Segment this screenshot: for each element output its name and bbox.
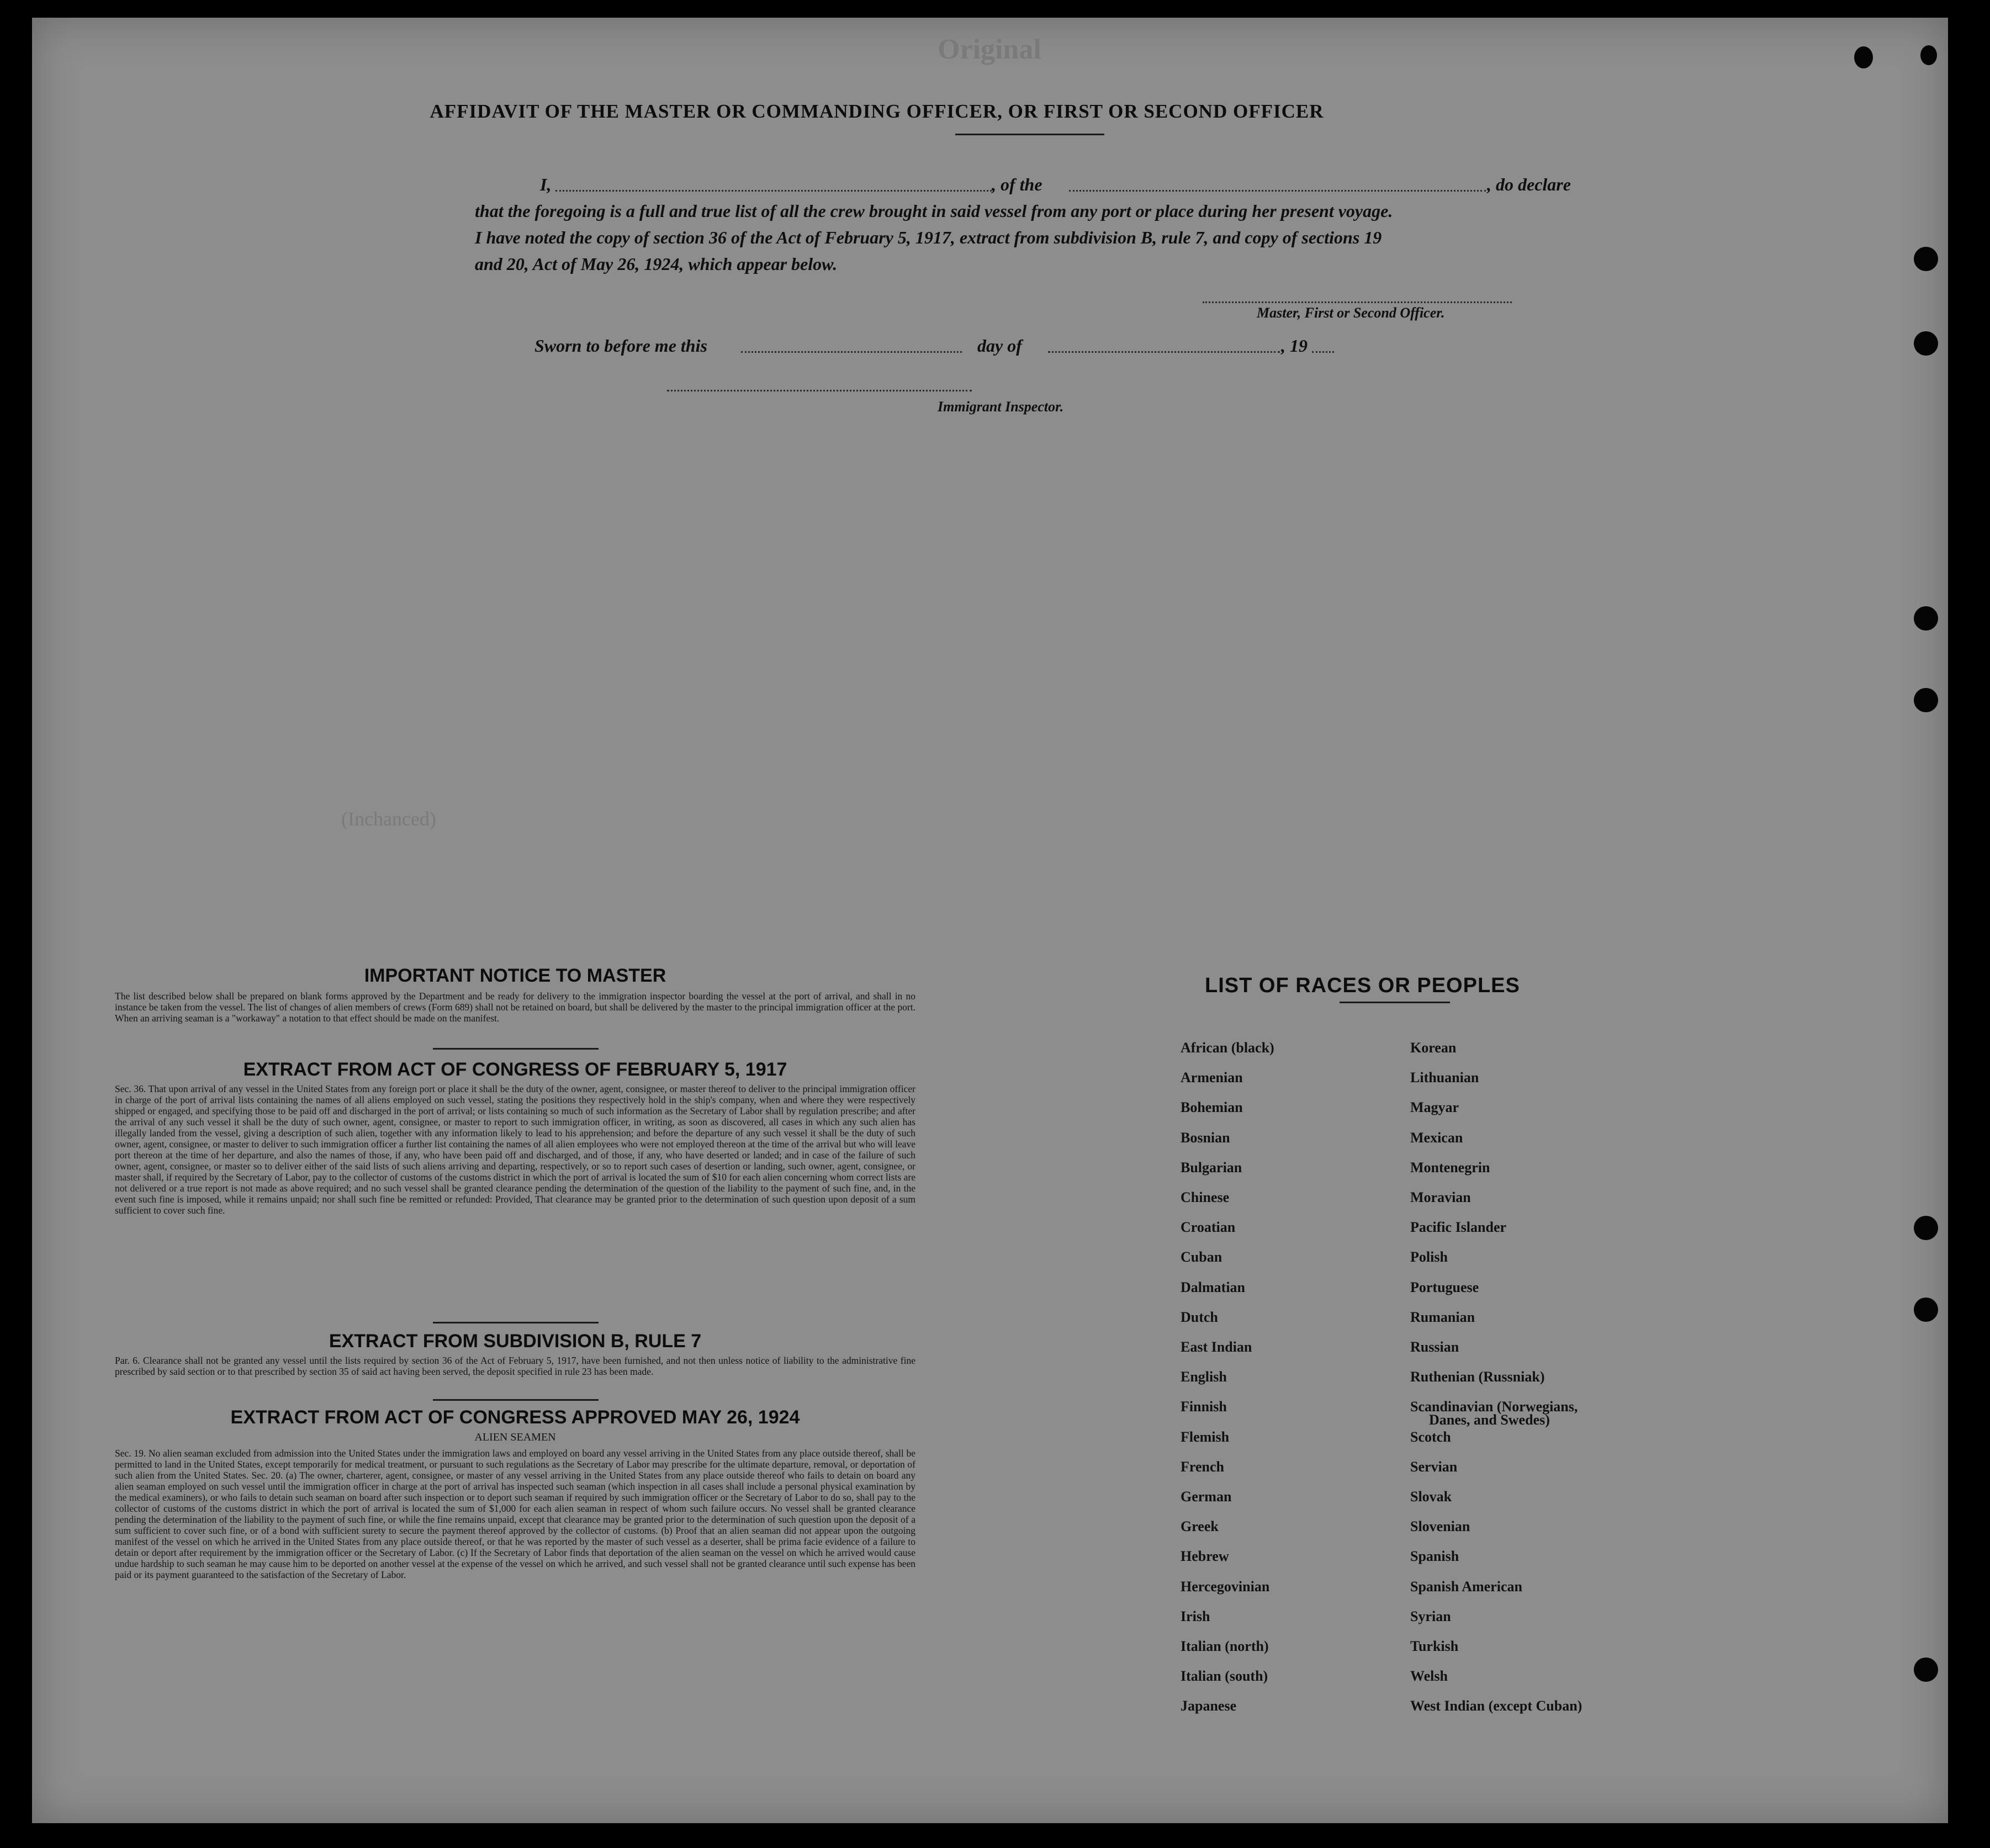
race-item-left: Cuban: [1181, 1249, 1222, 1265]
punch-hole-2: [1914, 331, 1938, 356]
race-item-left: Italian (south): [1181, 1668, 1268, 1685]
race-item-left: Japanese: [1181, 1698, 1237, 1714]
extract-1924-body: Sec. 19. No alien seaman excluded from admission into the United States under the immigration laws and employed on board any vessel arriving in the United States from any place outside thereof, shall be permitted to land in the United States, except temporarily for medical treatment, or pursuant to such regulations as the Secretary of Labor may prescribe for the ultimate departure, removal, or deportation of such alien from the United States. Sec. 20. (a) The owner, charterer, agent, consignee, or master of any vessel arriving in the United States from any place outside thereof who fails to detain on board any alien seaman employed on such vessel until the immigration officer in charge at the port of arrival has inspected such seaman (which inspection in all cases shall include a personal physical examination by the medical examiners), or who fails to detain such seaman on board after such inspection or to deport such seaman if required by such immigration officer or the Secretary of Labor to do so, shall pay to the collector of customs of the customs district in which the port of arrival is located the sum of $1,000 for each alien seaman in respect of whom such failure occurs. No vessel shall be granted clearance pending the determination of the liability to the payment of such fine, or while the fine remains unpaid, except that clearance may be granted prior to the determination of such question upon the deposit of a sum sufficient to cover such fine, or of a bond with sufficient surety to secure the payment thereof approved by the collector of customs. (b) Proof that an alien seaman did not appear upon the outgoing manifest of the vessel on which he arrived in the United States from any place outside thereof, or that he was reported by the master of such vessel as a deserter, shall be prima facie evidence of a failure to detain or deport after requirement by the immigration officer or the Secretary of Labor. (c) If the Secretary of Labor finds that deportation of the alien seaman on the vessel on which he arrived would cause undue hardship to such seaman he may cause him to be deported on another vessel at the expense of the vessel on which he arrived, and such vessel shall not be granted clearance until such expense has been paid or its payment guaranteed to the satisfaction of the Secretary of Labor.: [115, 1448, 915, 1580]
affidavit-title: AFFIDAVIT OF THE MASTER OR COMMANDING OFFICER, OR FIRST OR SECOND OFFICER: [430, 100, 1324, 122]
punch-hole-8: [1854, 46, 1873, 68]
race-item-left: Bosnian: [1181, 1129, 1230, 1146]
race-item-right: Moravian: [1410, 1189, 1471, 1205]
affidavit-of-the: , of the: [992, 174, 1042, 194]
punch-hole-6: [1914, 1298, 1938, 1322]
race-item-right: Spanish: [1410, 1548, 1459, 1565]
race-item-right: Turkish: [1410, 1638, 1459, 1654]
race-item-left: Bohemian: [1181, 1099, 1243, 1116]
race-item-left: Greek: [1181, 1518, 1219, 1535]
form-page: [32, 18, 1948, 1823]
bleed-through-mark: (Inchanced): [341, 808, 436, 830]
race-item-right: Servian: [1410, 1458, 1458, 1475]
affidavit-line-2: that the foregoing is a full and true list of all the crew brought in said vessel from any port or place during her present voyage.: [475, 201, 1393, 221]
races-heading-rule: [1340, 1002, 1450, 1003]
extract-rule7-rule: [433, 1399, 599, 1401]
race-item-left: Irish: [1181, 1608, 1210, 1624]
race-item-right: Slovenian: [1410, 1518, 1470, 1535]
notice-heading: IMPORTANT NOTICE TO MASTER: [364, 965, 666, 986]
race-item-left: Hebrew: [1181, 1548, 1229, 1565]
race-item-right: Mexican: [1410, 1129, 1463, 1146]
race-item-right: Ruthenian (Russniak): [1410, 1369, 1545, 1385]
notice-body: The list described below shall be prepared on blank forms approved by the Department and be ready for delivery to the immigration inspector boarding the vessel at the port of arrival, and shall in no instance be taken from the vessel. The list of changes of alien members of crews (Form 689) shall not be retained on board, but shall be delivered by the master to the principal immigration officer at the port. When an arriving seaman is a "workaway" a notation to that effect should be made on the manifest.: [115, 991, 915, 1024]
race-item-right: Scandinavian (Norwegians,: [1410, 1399, 1578, 1415]
sworn-year-field[interactable]: [1312, 351, 1334, 353]
race-item-right: Scotch: [1410, 1428, 1451, 1445]
race-item-left: French: [1181, 1458, 1224, 1475]
race-item-left: Chinese: [1181, 1189, 1230, 1205]
race-item-right: Portuguese: [1410, 1279, 1479, 1295]
notice-rule: [433, 1048, 599, 1050]
race-item-right: Russian: [1410, 1339, 1459, 1355]
race-item-right: Syrian: [1410, 1608, 1451, 1624]
punch-hole-5: [1914, 1216, 1938, 1240]
race-item-left: East Indian: [1181, 1339, 1252, 1355]
race-item-left: Finnish: [1181, 1399, 1227, 1415]
race-item-left: Flemish: [1181, 1428, 1230, 1445]
punch-hole-7: [1914, 1658, 1938, 1682]
inspector-label: Immigrant Inspector.: [938, 399, 1064, 415]
extract-1924-heading: EXTRACT FROM ACT OF CONGRESS APPROVED MAY 26, 1924: [230, 1407, 800, 1428]
race-item-left: Croatian: [1181, 1219, 1236, 1236]
race-item-left: Armenian: [1181, 1069, 1243, 1086]
master-signature-field[interactable]: [1203, 301, 1512, 303]
affidavit-line-3: I have noted the copy of section 36 of the Act of February 5, 1917, extract from subdivision B, rule 7, and copy of sections 19: [475, 227, 1382, 247]
race-item-left: Dalmatian: [1181, 1279, 1245, 1295]
sworn-day-of: day of: [977, 336, 1022, 356]
affidavit-line-1: [540, 171, 1644, 198]
race-item-right: Danes, and Swedes): [1429, 1412, 1550, 1428]
punch-hole-1: [1914, 247, 1938, 271]
punch-hole-4: [1914, 688, 1938, 712]
race-item-right: Polish: [1410, 1249, 1448, 1265]
races-heading: LIST OF RACES OR PEOPLES: [1205, 974, 1520, 997]
race-item-left: German: [1181, 1489, 1232, 1505]
extract-rule7-heading: EXTRACT FROM SUBDIVISION B, RULE 7: [329, 1331, 702, 1352]
race-item-right: Spanish American: [1410, 1578, 1522, 1595]
race-item-left: African (black): [1181, 1040, 1274, 1056]
race-item-right: Korean: [1410, 1040, 1457, 1056]
race-item-right: West Indian (except Cuban): [1410, 1698, 1583, 1714]
race-item-left: English: [1181, 1369, 1227, 1385]
race-item-left: Bulgarian: [1181, 1159, 1242, 1175]
race-item-left: Italian (north): [1181, 1638, 1269, 1654]
punch-hole-9: [1920, 45, 1937, 65]
race-item-right: Montenegrin: [1410, 1159, 1490, 1175]
race-item-left: Hercegovinian: [1181, 1578, 1270, 1595]
race-item-right: Pacific Islander: [1410, 1219, 1507, 1236]
inspector-signature-field[interactable]: [667, 390, 972, 391]
race-item-right: Welsh: [1410, 1668, 1448, 1685]
bleed-through-stamp: Original: [938, 34, 1041, 65]
affidavit-i: I,: [540, 174, 552, 194]
sworn-day-field[interactable]: [741, 351, 962, 353]
master-name-field[interactable]: [555, 190, 992, 192]
race-item-right: Magyar: [1410, 1099, 1459, 1116]
extract-1917-body: Sec. 36. That upon arrival of any vessel in the United States from any foreign port or place it shall be the duty of the owner, agent, consignee, or master thereof to deliver to the principal immigration officer in charge of the port of arrival lists containing the names of all aliens employed on such vessel, stating the positions they respectively hold in the ship's company, when and where they were respectively shipped or engaged, and specifying those to be paid off and discharged in the port of arrival; or lists containing so much of such information as the Secretary of Labor shall by regulation prescribe; and after the arrival of any such vessel it shall be the duty of such owner, agent, consignee, or master to report to such immigration officer, in writing, as soon as discovered, all cases in which any such alien has illegally landed from the vessel, giving a description of such alien, together with any information likely to lead to his apprehension; and before the departure of any such vessel it shall be the duty of such owner, agent, consignee, or master to deliver to such immigration officer a further list containing the names of all alien employees who were not employed thereon at the time of the arrival but who will leave port thereon at the time of her departure, and also the names of those, if any, who have been paid off and discharged, and of those, if any, who have deserted or landed; and in case of the failure of such owner, agent, consignee, or master so to deliver either of the said lists of such aliens arriving and departing, respectively, or so to report such cases of desertion or landing, such owner, agent, consignee, or master shall, if required by the Secretary of Labor, pay to the collector of customs of the customs district in which the port of arrival is located the sum of $10 for each alien concerning whom correct lists are not delivered or a true report is not made as above required; and no such vessel shall be granted clearance pending the determination of the question of the liability to the payment of such fine, and, in the event such fine is imposed, while it remains unpaid; nor shall such fine be remitted or refunded: Provided, That clearance may be granted prior to the determination of such question upon deposit of a sum sufficient to cover such fine.: [115, 1083, 915, 1216]
race-item-left: Dutch: [1181, 1309, 1218, 1325]
sworn-year-prefix: , 19: [1281, 336, 1308, 356]
sworn-text: Sworn to before me this: [534, 336, 707, 356]
extract-rule7-body: Par. 6. Clearance shall not be granted any vessel until the lists required by section 36 of the Act of February 5, 1917, have been furnished, and not then unless notice of liability to the administrative fine prescribed by said section or to that prescribed by section 35 of said act having been served, the deposit specified in rule 23 has been made.: [115, 1355, 915, 1377]
sworn-month-field[interactable]: [1048, 351, 1280, 353]
vessel-name-field[interactable]: [1069, 190, 1486, 192]
affidavit-title-rule: [955, 134, 1104, 135]
affidavit-line-4: and 20, Act of May 26, 1924, which appear below.: [475, 254, 838, 274]
master-signature-label: Master, First or Second Officer.: [1257, 305, 1445, 321]
extract-1924-subheading: ALIEN SEAMEN: [474, 1431, 556, 1443]
extract-1917-heading: EXTRACT FROM ACT OF CONGRESS OF FEBRUARY 5, 1917: [243, 1059, 787, 1080]
race-item-right: Lithuanian: [1410, 1069, 1479, 1086]
race-item-right: Slovak: [1410, 1489, 1452, 1505]
race-item-right: Rumanian: [1410, 1309, 1475, 1325]
extract-1917-rule: [433, 1322, 599, 1323]
punch-hole-3: [1914, 606, 1938, 631]
affidavit-do-declare: , do declare: [1487, 174, 1571, 194]
